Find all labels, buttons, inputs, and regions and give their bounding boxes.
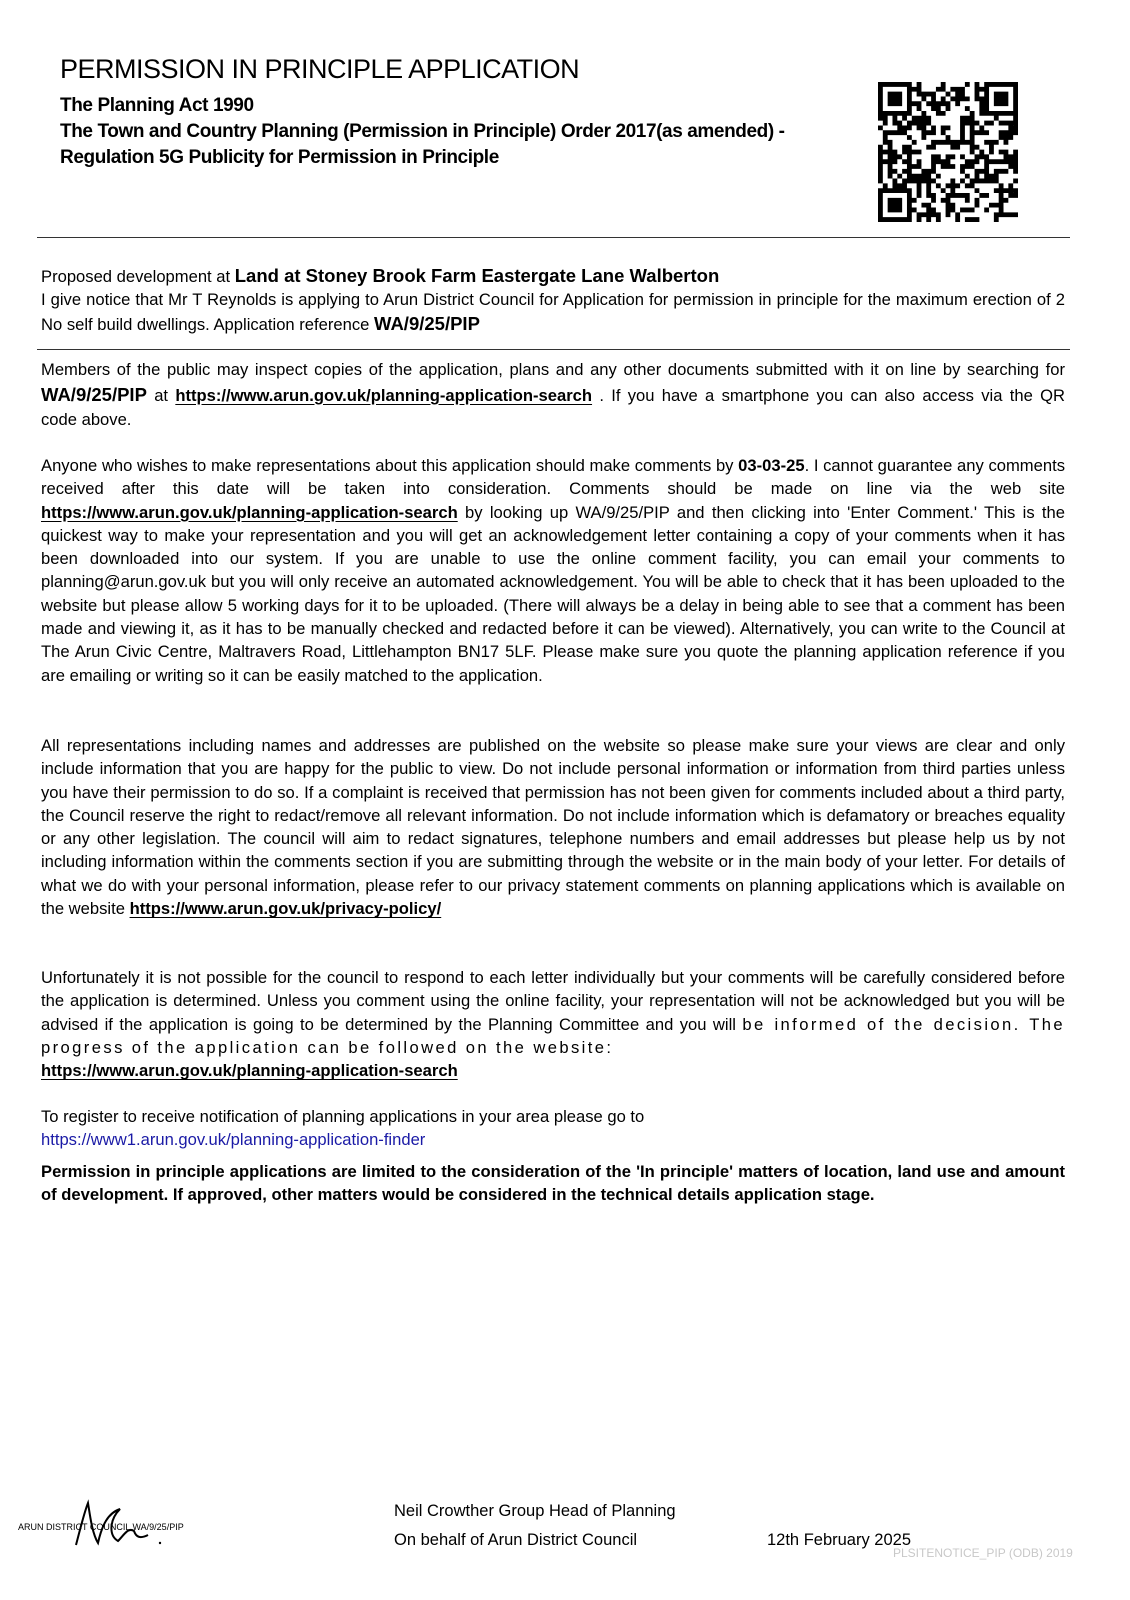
response-paragraph bbox=[41, 966, 1065, 1082]
page-title: PERMISSION IN PRINCIPLE APPLICATION bbox=[60, 54, 580, 84]
representations-text: by looking up WA/9/25/PIP and then clicking into 'Enter Comment.' This is the quickest way to make your representation and you will get an acknowledgement letter containing a copy of your comments when it has been downloaded into our system. If you are unable to use the online comment facility, you can email your comments to planning@arun.gov.uk but you will only receive an automated acknowledgement. You will be able to check that it has been uploaded to the website but please allow 5 working days for it to be uploaded. (There will always be a delay in being able to see that a comment has been made and viewing it, as it has to be manually checked and redacted before it can be viewed). Alternatively, you can write to the Council at The Arun Civic Centre, Maltravers Road, Littlehampton BN17 5LF. Please make sure you quote the planning application reference if you are emailing or writing so it can be easily matched to the application. bbox=[41, 502, 1065, 685]
on-behalf: On behalf of Arun District Council bbox=[394, 1531, 638, 1549]
order-title: The Town and Country Planning (Permission in Principle) Order 2017(as amended) - bbox=[60, 121, 785, 142]
register-text: To register to receive notification of planning applications in your area please go to bbox=[41, 1107, 645, 1126]
signature-caption: ARUN DISTRICT COUNCIL WA/9/25/PIP bbox=[18, 1522, 184, 1532]
representations-text: Anyone who wishes to make representations about this application should make comments by bbox=[41, 456, 739, 475]
intro-lead: Proposed development at bbox=[41, 267, 235, 286]
inspect-text: Members of the public may inspect copies of the application, plans and any other documents submitted with it on line by searching for bbox=[41, 360, 1065, 379]
intro-paragraph bbox=[41, 264, 1065, 336]
privacy-paragraph bbox=[41, 734, 1065, 920]
representations-paragraph bbox=[41, 454, 1065, 687]
signatory: Neil Crowther Group Head of Planning bbox=[394, 1502, 676, 1520]
act-title: The Planning Act 1990 bbox=[60, 95, 254, 116]
planning-search-link[interactable]: https://www.arun.gov.uk/planning-application-search bbox=[41, 1061, 458, 1081]
application-reference: WA/9/25/PIP bbox=[41, 383, 147, 405]
intro-text: I give notice that Mr T Reynolds is applying to Arun District Council for Application for permission in principle for the maximum erection of 2 No self build dwellings. Application reference bbox=[41, 290, 1065, 334]
planning-search-link[interactable]: https://www.arun.gov.uk/planning-application-search bbox=[175, 385, 593, 405]
response-text: be informed of the decision. The progress of the application can be followed on the website: bbox=[41, 1014, 1065, 1057]
application-reference: WA/9/25/PIP bbox=[374, 312, 480, 334]
inspect-text: . If you have a smartphone you can also access via the QR code above. bbox=[41, 385, 1065, 429]
application-finder-link[interactable]: https://www1.arun.gov.uk/planning-application-finder bbox=[41, 1130, 426, 1150]
planning-search-link[interactable]: https://www.arun.gov.uk/planning-application-search bbox=[41, 502, 458, 522]
qr-modules bbox=[878, 82, 1018, 222]
principle-note: Permission in principle applications are limited to the consideration of the 'In principle' matters of location, land use and amount of development. If approved, other matters would be considered in the technical details application stage. bbox=[41, 1162, 1065, 1205]
qr-code-icon[interactable] bbox=[878, 82, 1018, 222]
inspect-paragraph bbox=[41, 358, 1065, 433]
form-code: PLSITENOTICE_PIP (ODB) 2019 bbox=[893, 1546, 1073, 1560]
divider bbox=[37, 349, 1070, 350]
inspect-text: at bbox=[146, 385, 176, 405]
representations-text: . I cannot guarantee any comments received after this date will be taken into consideration. Comments should be made on line via the web site bbox=[41, 456, 1065, 499]
response-text: Unfortunately it is not possible for the council to respond to each letter individually but your comments will be carefully considered before the application is determined. Unless you comment using the online facility, your representation will not be acknowledged but you will be advised if the application is going to be determined by the Planning Committee and you will bbox=[41, 968, 1065, 1034]
privacy-text: All representations including names and addresses are published on the website so please make sure your views are clear and only include information that you are happy for the public to view. Do not include personal information or information from third parties unless you have their permission to do so. If a complaint is received that permission has not been given for comments included about a third party, the Council reserve the right to redact/remove all relevant information. Do not include information which is defamatory or breaches equality or any other legislation. The council will aim to redact signatures, telephone numbers and email addresses but please help us by not including information within the comments section if you are submitting through the website or in the main body of your letter. For details of what we do with your personal information, please refer to our privacy statement comments on planning applications which is available on the website bbox=[41, 736, 1065, 919]
register-paragraph bbox=[41, 1105, 1065, 1152]
privacy-policy-link[interactable]: https://www.arun.gov.uk/privacy-policy/ bbox=[129, 899, 442, 919]
divider bbox=[37, 237, 1070, 238]
site-address: Land at Stoney Brook Farm Eastergate Lane Walberton bbox=[234, 265, 720, 286]
comment-deadline: 03-03-25 bbox=[738, 456, 805, 475]
regulation-title: Regulation 5G Publicity for Permission in Principle bbox=[60, 147, 499, 168]
notice-date: 12th February 2025 bbox=[767, 1531, 912, 1549]
